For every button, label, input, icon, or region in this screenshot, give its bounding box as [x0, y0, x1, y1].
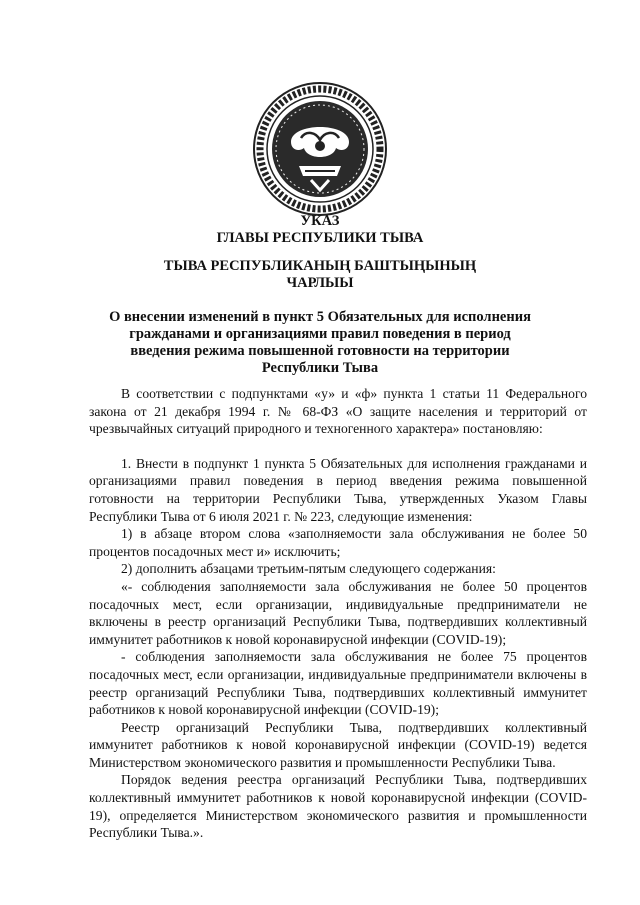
decree-body — [89, 385, 587, 842]
subitem-2-paragraph: 2) дополнить абзацами третьим-пятым следующего содержания: — [121, 561, 496, 577]
tuvan-heading — [0, 258, 640, 292]
tuvan-line2: ЧАРЛЫЫ — [286, 275, 354, 291]
subject-line2: гражданами и организациями правил поведения в период — [129, 326, 511, 342]
item-1-paragraph: 1. Внести в подпункт 1 пункта 5 Обязательных для исполнения гражданами и организациями правил поведения в период введения режима повышенной готовности на территории Республики Тыва, утвержденных Указом Главы Республики Тыва от 6 июля 2021 г. № 223, следующие изменения: — [89, 455, 587, 524]
decree-heading — [0, 213, 640, 247]
decree-line2: ГЛАВЫ РЕСПУБЛИКИ ТЫВА — [216, 230, 424, 246]
quote-paragraph-3: Реестр организаций Республики Тыва, подтвердивших коллективный иммунитет работников к новой коронавирусной инфекции (COVID-19) ведется Министерством экономического развития и промышленности Республики Тыва. — [89, 719, 587, 770]
tuvan-line1: ТЫВА РЕСПУБЛИКАНЫҢ БАШТЫҢЫНЫҢ — [163, 258, 477, 274]
tuva-emblem-icon — [251, 80, 389, 218]
quote-paragraph-1: «- соблюдения заполняемости зала обслуживания не более 50 процентов посадочных мест, если организации, индивидуальные предприниматели не включены в реестр организаций Республики Тыва, подтвердивших коллективный иммунитет работников к новой коронавирусной инфекции (COVID-19); — [89, 578, 587, 647]
quote-paragraph-2: - соблюдения заполняемости зала обслуживания не более 75 процентов посадочных мест, если организации, индивидуальные предприниматели включены в реестр организаций Республики Тыва, подтвердивших коллективный иммунитет работников к новой коронавирусной инфекции (COVID-19); — [89, 649, 587, 718]
decree-line1: УКАЗ — [300, 213, 340, 229]
quote-paragraph-4: Порядок ведения реестра организаций Республики Тыва, подтвердивших коллективный иммунитет работников к новой коронавирусной инфекции (COVID-19), определяется Министерством экономического развития и промышленности Республики Тыва.». — [89, 772, 587, 841]
intro-paragraph: В соответствии с подпунктами «у» и «ф» пункта 1 статьи 11 Федерального закона от 21 декабря 1994 г. № 68-ФЗ «О защите населения и территорий от чрезвычайных ситуаций природного и техногенного характера» постановляю: — [89, 386, 587, 437]
subject-line1: О внесении изменений в пункт 5 Обязательных для исполнения — [109, 309, 531, 325]
paragraph-gap — [89, 438, 587, 455]
subitem-1-paragraph: 1) в абзаце втором слова «заполняемости зала обслуживания не более 50 процентов посадочных мест и» исключить; — [89, 526, 587, 559]
subject-line4: Республики Тыва — [261, 360, 379, 376]
subject-line3: введения режима повышенной готовности на территории — [130, 343, 510, 359]
decree-subject — [0, 309, 640, 377]
